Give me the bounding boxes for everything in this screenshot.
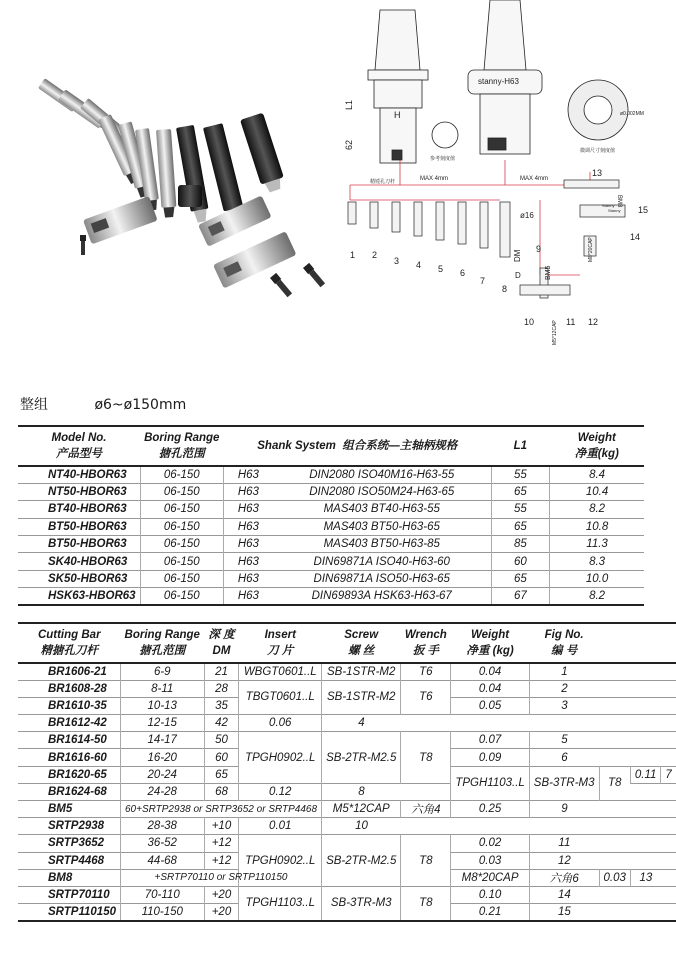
l1-cell: 67 [491, 588, 550, 605]
weight-cell: 0.10 [451, 886, 529, 903]
dim-62-label: 62 [344, 139, 354, 150]
dm-cell: +10 [204, 818, 239, 835]
range-cell: 06-150 [140, 536, 223, 553]
model-cell: NT40-HBOR63 [48, 468, 127, 481]
fig-cell: 7 [661, 766, 676, 783]
bar-cell: BM5 [48, 803, 73, 816]
weight-cell: 0.01 [239, 818, 322, 835]
table-row [18, 553, 644, 570]
l1-cell: 85 [491, 536, 550, 553]
fig-cell: 2 [529, 680, 599, 697]
weight-cell: 0.07 [451, 732, 529, 749]
col-l1-header: L1 [513, 440, 528, 452]
bar-cell: BR1610-35 [48, 699, 107, 712]
table-row [18, 732, 676, 749]
table-header-row [18, 426, 644, 466]
col-dm-header: 深 度 DM [208, 629, 235, 657]
fig-label: 9 [536, 244, 542, 254]
fig-cell: 15 [529, 904, 599, 921]
range-cell: 36-52 [120, 835, 204, 852]
table-row [18, 886, 676, 903]
shank-cell: DIN2080 ISO40M16-H63-55 [309, 468, 455, 481]
insert-cell: WBGT0601..L [239, 663, 322, 680]
bm5-label: BM5 [545, 265, 552, 280]
range-cell: 06-150 [140, 483, 223, 500]
model-cell: HSK63-HBOR63 [48, 590, 136, 603]
shank-cell: DIN2080 ISO50M24-H63-65 [309, 486, 455, 499]
fig-label: 12 [588, 317, 599, 327]
h-cell: H63 [223, 501, 272, 518]
col-model-header: Model No. 产品型号 [51, 432, 107, 460]
sub-right-label: 微调尺寸刻度值 [580, 148, 616, 154]
bar-cell: BR1614-50 [48, 734, 107, 747]
l1-cell: 60 [491, 553, 550, 570]
col-bar-header: Cutting Bar 精搪孔刀杆 [37, 629, 101, 657]
wrench-cell: T8 [401, 732, 451, 784]
fig-cell: 8 [322, 783, 401, 800]
fig-label: 5 [438, 264, 444, 274]
model-cell: BT50-HBOR63 [48, 520, 127, 533]
fig-cell: 1 [529, 663, 599, 680]
weight-cell: 0.03 [599, 869, 630, 886]
table-row [18, 570, 644, 587]
dm-cell: 65 [204, 766, 239, 783]
section-heading [20, 394, 186, 414]
col-wrench-header: Wrench 扳 手 [404, 629, 447, 657]
model-cell: BT40-HBOR63 [48, 503, 127, 516]
section-title: 整组 [20, 397, 48, 413]
weight-cell: 0.04 [451, 680, 529, 697]
insert-cell: TPGH1103..L [451, 766, 529, 800]
h-cell: H63 [223, 483, 272, 500]
wrench-cell: T6 [401, 680, 451, 714]
col-weight-header: Weight 净重 (kg) [466, 629, 514, 657]
shank-cell: DIN69871A ISO40-H63-60 [313, 555, 450, 568]
fig-label: 10 [524, 317, 535, 327]
table-row [18, 680, 676, 697]
weight-cell: 0.05 [451, 697, 529, 714]
range-cell: 06-150 [140, 501, 223, 518]
wrench-cell: 六角4 [401, 801, 451, 818]
bar-cell: BR1616-60 [48, 751, 107, 764]
dim-h-label: H [394, 110, 401, 120]
weight-cell: 8.4 [550, 466, 644, 483]
wrench-cell: T6 [401, 663, 451, 680]
range-cell: 06-150 [140, 518, 223, 535]
screw-cell: SB-3TR-M3 [529, 766, 599, 800]
model-cell: SK50-HBOR63 [48, 573, 128, 586]
fig-cell: 3 [529, 697, 599, 714]
fig-cell: 6 [529, 749, 599, 766]
bar-cell: SRTP110150 [48, 905, 116, 918]
dm-label: DM [513, 249, 522, 262]
table-row [18, 518, 644, 535]
screw-cell: SB-1STR-M2 [322, 663, 401, 680]
weight-cell: 0.11 [630, 766, 661, 783]
table-row [18, 536, 644, 553]
col-range-header: Boring Range 搪孔范围 [124, 629, 200, 657]
max-left-label: MAX 4mm [420, 176, 449, 182]
bore-dia-label: ø16 [520, 211, 534, 220]
insert-cell: TPGH1103..L [239, 886, 322, 920]
bar-cell: BR1606-21 [48, 665, 107, 678]
plate-left-label: Stanny [602, 203, 615, 208]
h-cell: H63 [223, 570, 272, 587]
table-row [18, 588, 644, 605]
dm-cell: 21 [204, 663, 239, 680]
bar-cell: SRTP3652 [48, 837, 105, 850]
l1-cell: 55 [491, 466, 550, 483]
weight-cell: 0.09 [451, 749, 529, 766]
l1-cell: 65 [491, 518, 550, 535]
table-row [18, 801, 676, 818]
fig-label: 13 [592, 168, 603, 178]
product-photos [8, 30, 308, 300]
weight-cell: 8.3 [550, 553, 644, 570]
col-screw-header: Screw 螺 丝 [344, 629, 379, 657]
table-header-row [18, 623, 676, 663]
fine-bar-label: 精镗孔刀杆 [370, 179, 396, 185]
plate-right-label: Stanny [608, 208, 621, 213]
col-shank-header: Shank System 组合系统—主轴柄规格 [257, 440, 458, 452]
l1-cell: 65 [491, 570, 550, 587]
dm-cell: 28 [204, 680, 239, 697]
range-cell: 10-13 [120, 697, 204, 714]
dm-cell: +20 [204, 904, 239, 921]
table-row [18, 466, 644, 483]
screw-cell: SB-2TR-M2.5 [322, 835, 401, 887]
range-cell: 110-150 [120, 904, 204, 921]
fig-label: 14 [630, 232, 641, 242]
model-cell: NT50-HBOR63 [48, 486, 127, 499]
col-fig-header: Fig No. 编 号 [544, 629, 584, 657]
table-row [18, 501, 644, 518]
shank-cell: DIN69893A HSK63-H63-67 [311, 590, 452, 603]
weight-cell: 0.12 [239, 783, 322, 800]
bar-cell: BR1624-68 [48, 785, 107, 798]
screw-cell: SB-2TR-M2.5 [322, 732, 401, 784]
bar-cell: SRTP70110 [48, 889, 110, 902]
section-range: ø6~ø150mm [94, 397, 187, 413]
l1-cell: 65 [491, 483, 550, 500]
insert-cell: TPGH0902..L [239, 732, 322, 784]
col-insert-header: Insert 刀 片 [264, 629, 296, 657]
combo-cell: 60+SRTP2938 or SRTP3652 or SRTP4468 [120, 801, 321, 818]
technical-drawing [340, 0, 659, 345]
wrench-cell: T8 [401, 886, 451, 920]
h-cell: H63 [223, 553, 272, 570]
fig-label: 8 [502, 284, 508, 294]
model-cell: BT50-HBOR63 [48, 538, 127, 551]
fig-cell: 12 [529, 852, 599, 869]
h-cell: H63 [223, 588, 272, 605]
wrench-cell: T8 [401, 835, 451, 887]
fig-label: 4 [416, 260, 422, 270]
range-cell: 20-24 [120, 766, 204, 783]
weight-cell: 0.21 [451, 904, 529, 921]
range-cell: 44-68 [120, 852, 204, 869]
weight-cell: 0.04 [451, 663, 529, 680]
dm-cell: 68 [204, 783, 239, 800]
l1-cell: 55 [491, 501, 550, 518]
dm-cell: 42 [204, 715, 239, 732]
dm-cell: 50 [204, 732, 239, 749]
fig-number-labels [350, 168, 648, 327]
dm-cell: +12 [204, 852, 239, 869]
table-row [18, 483, 644, 500]
range-cell: 24-28 [120, 783, 204, 800]
range-cell: 70-110 [120, 886, 204, 903]
max-right-label: MAX 4mm [520, 176, 549, 182]
h-cell: H63 [223, 518, 272, 535]
bar-cell: SRTP2938 [48, 820, 105, 833]
h-cell: H63 [223, 536, 272, 553]
weight-cell: 0.03 [451, 852, 529, 869]
screw-cell: SB-3TR-M3 [322, 886, 401, 920]
bar-cell: BR1608-28 [48, 682, 107, 695]
holder-left-drawing [368, 10, 458, 163]
dm-cell: 35 [204, 697, 239, 714]
weight-cell: 0.25 [451, 801, 529, 818]
table-row [18, 818, 676, 835]
m5cap-label: M5*12CAP [552, 320, 558, 345]
col-weight-header: Weight 净重(kg) [574, 432, 619, 460]
fig-cell: 10 [322, 818, 401, 835]
bar-cell: BR1620-65 [48, 768, 107, 781]
fig-cell: 9 [529, 801, 599, 818]
range-cell: 06-150 [140, 466, 223, 483]
bar-cell: SRTP4468 [48, 854, 105, 867]
dm-cell: +12 [204, 835, 239, 852]
screw-cell: SB-1STR-M2 [322, 680, 401, 714]
bar-cell: BR1612-42 [48, 717, 107, 730]
h-cell: H63 [223, 466, 272, 483]
range-cell: 16-20 [120, 749, 204, 766]
max-lines [350, 160, 590, 275]
cutting-bar-table [18, 622, 676, 922]
weight-cell: 11.3 [550, 536, 644, 553]
range-cell: 06-150 [140, 588, 223, 605]
m8cap-label: M8*20CAP [588, 237, 594, 262]
weight-cell: 0.06 [239, 715, 322, 732]
fig-cell: 5 [529, 732, 599, 749]
screw-cell: M8*20CAP [451, 869, 529, 886]
fig-cell: 14 [529, 886, 599, 903]
fig-label: 6 [460, 268, 466, 278]
col-range-header: Boring Range 搪孔范围 [144, 432, 220, 460]
model-cell: SK40-HBOR63 [48, 555, 128, 568]
fig-label: 15 [638, 205, 649, 215]
weight-cell: 10.8 [550, 518, 644, 535]
wrench-cell: T8 [599, 766, 630, 800]
weight-cell: 10.0 [550, 570, 644, 587]
combo-cell: +SRTP70110 or SRTP110150 [120, 869, 321, 886]
range-cell: 14-17 [120, 732, 204, 749]
dim-l1-label: L1 [344, 99, 354, 110]
fig-label: 2 [372, 250, 378, 260]
head-label: stanny-H63 [478, 77, 519, 86]
dm-cell: 60 [204, 749, 239, 766]
table-row [18, 835, 676, 852]
insert-cell: TPGH0902..L [239, 835, 322, 887]
bm8-label: BM8 [616, 195, 622, 208]
fig-label: 11 [566, 317, 576, 327]
table-row [18, 663, 676, 680]
dm-cell: +20 [204, 886, 239, 903]
fig-cell: 4 [322, 715, 401, 732]
bar-cell: BM8 [48, 871, 73, 884]
range-cell: 06-150 [140, 570, 223, 587]
range-cell: 28-38 [120, 818, 204, 835]
shank-cell: MAS403 BT50-H63-85 [323, 538, 440, 551]
accuracy-label: ø0.002MM [620, 111, 644, 117]
range-cell: 6-9 [120, 663, 204, 680]
shank-cell: MAS403 BT50-H63-65 [323, 520, 440, 533]
insert-cell: TBGT0601..L [239, 680, 322, 714]
fig-cell: 13 [630, 869, 661, 886]
bar-figures [348, 180, 625, 298]
range-cell: 8-11 [120, 680, 204, 697]
weight-cell: 0.02 [451, 835, 529, 852]
range-cell: 06-150 [140, 553, 223, 570]
weight-cell: 10.4 [550, 483, 644, 500]
table-row [18, 715, 676, 732]
screw-cell: M5*12CAP [322, 801, 401, 818]
fig-label: 1 [350, 250, 356, 260]
d-label: D [515, 271, 521, 280]
weight-cell: 8.2 [550, 588, 644, 605]
fig-cell: 11 [529, 835, 599, 852]
fig-label: 7 [480, 276, 486, 286]
wrench-cell: 六角6 [529, 869, 599, 886]
sub-left-label: 参考刻度值 [430, 156, 456, 162]
holder-spec-table [18, 425, 644, 606]
weight-cell: 8.2 [550, 501, 644, 518]
range-cell: 12-15 [120, 715, 204, 732]
shank-cell: MAS403 BT40-H63-55 [323, 503, 440, 516]
shank-cell: DIN69871A ISO50-H63-65 [313, 573, 450, 586]
fig-label: 3 [394, 256, 400, 266]
